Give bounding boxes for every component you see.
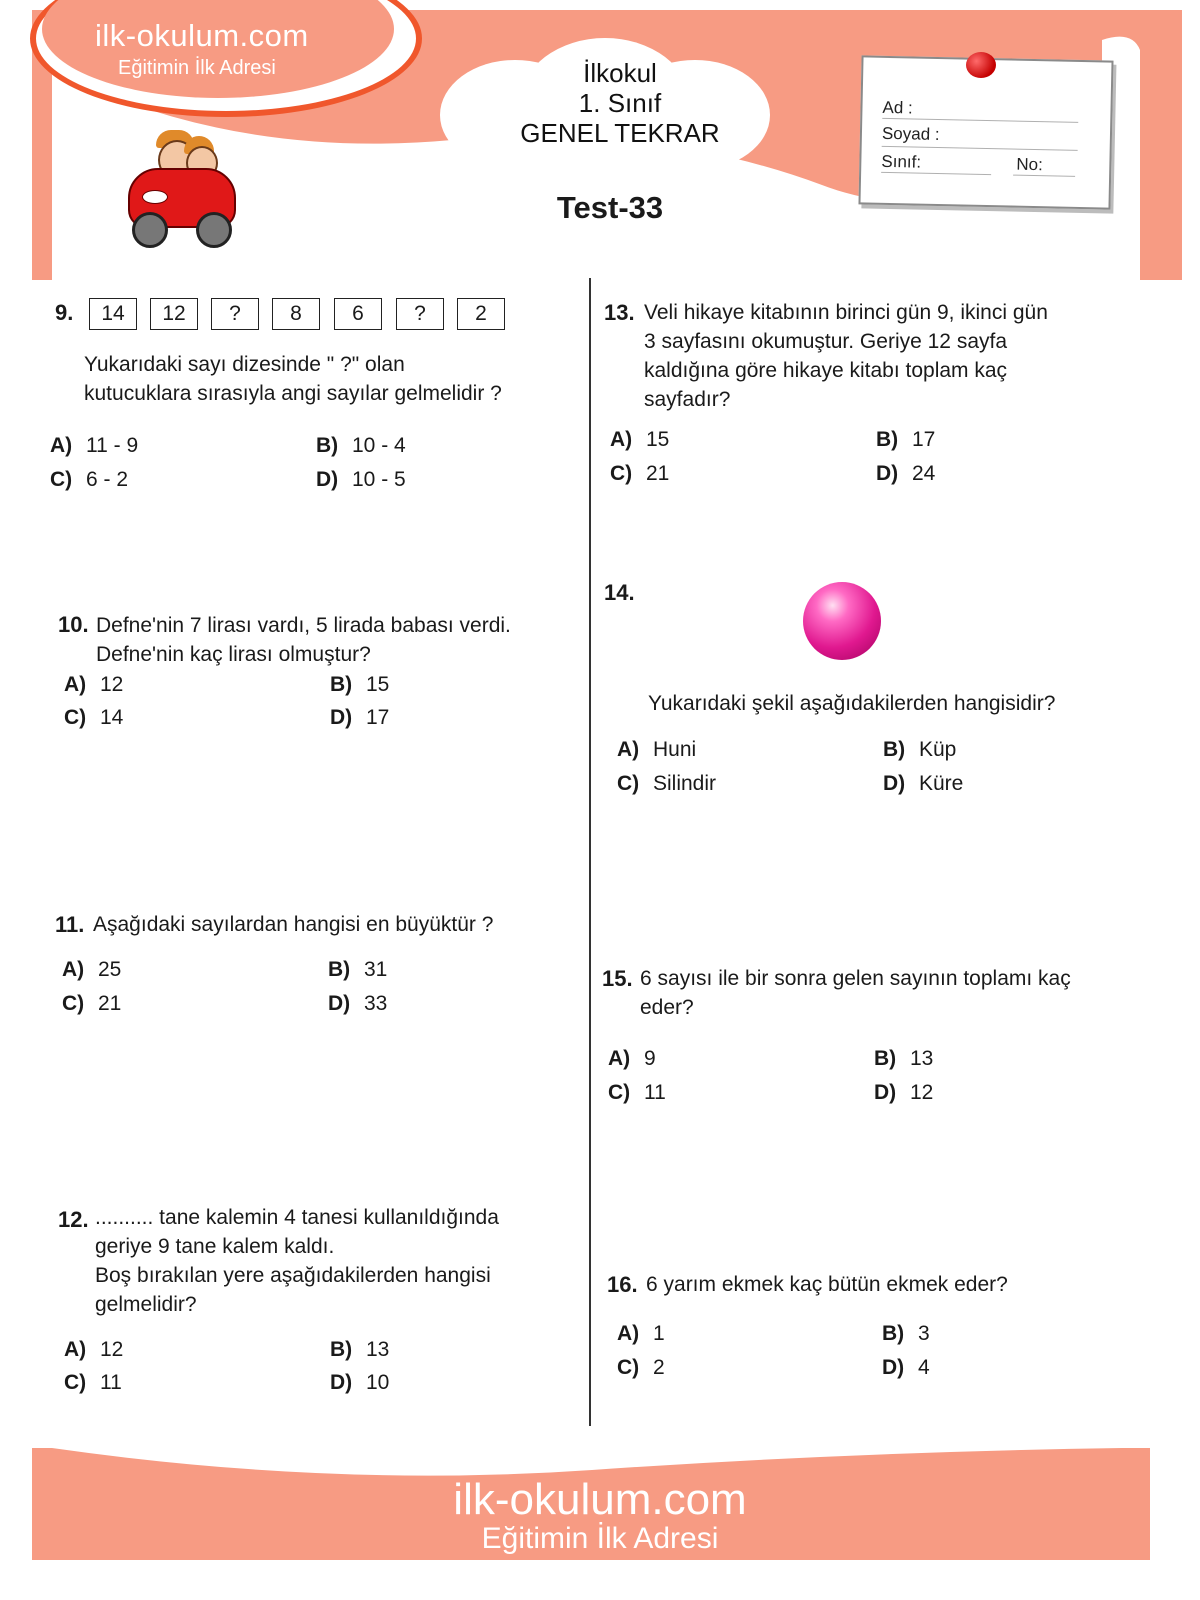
- option-d[interactable]: D) Küre: [883, 772, 964, 795]
- question-text: .......... tane kalemin 4 tanesi kullanıldığında: [95, 1206, 499, 1229]
- footer-site-name[interactable]: ilk-okulum.com: [453, 1475, 747, 1524]
- question-text: 6 sayısı ile bir sonra gelen sayının toplamı kaç: [640, 967, 1071, 990]
- option-c[interactable]: C) 21: [62, 992, 122, 1015]
- option-a[interactable]: A) 12: [64, 1338, 124, 1361]
- question-text: kutucuklara sırasıyla angi sayılar gelmelidir ?: [84, 382, 502, 405]
- option-c[interactable]: C) 21: [610, 462, 670, 485]
- option-b[interactable]: B) 10 - 4: [316, 434, 406, 457]
- option-a[interactable]: A) 25: [62, 958, 122, 981]
- question-text: geriye 9 tane kalem kaldı.: [95, 1235, 335, 1258]
- option-c[interactable]: C) 14: [64, 706, 124, 729]
- option-b[interactable]: B) 13: [330, 1338, 390, 1361]
- option-c[interactable]: C) Silindir: [617, 772, 717, 795]
- school-level: İlkokul: [583, 58, 657, 88]
- option-c[interactable]: C) 11: [64, 1371, 122, 1394]
- name-label: Ad :: [882, 97, 913, 118]
- question-text: Defne'nin 7 lirası vardı, 5 lirada babası verdi.: [96, 614, 511, 637]
- sequence-box: ?: [211, 298, 259, 330]
- logo-title[interactable]: ilk-okulum.com: [95, 18, 309, 53]
- option-d[interactable]: D) 12: [874, 1081, 934, 1104]
- option-b[interactable]: B) Küp: [883, 738, 957, 761]
- class-label: Sınıf:: [881, 151, 922, 172]
- pushpin-icon: [966, 52, 996, 78]
- option-b[interactable]: B) 13: [874, 1047, 934, 1070]
- option-a[interactable]: A) 9: [608, 1047, 656, 1070]
- option-c[interactable]: C) 2: [617, 1356, 665, 1379]
- question-number: 15.: [602, 966, 633, 991]
- sphere-shape: [803, 582, 881, 660]
- footer-slogan: Eğitimin İlk Adresi: [481, 1522, 719, 1555]
- option-b[interactable]: B) 17: [876, 428, 936, 451]
- sequence-box: 14: [89, 298, 137, 330]
- test-title: Test-33: [556, 190, 664, 225]
- question-number: 9.: [55, 300, 74, 325]
- question-text: Defne'nin kaç lirası olmuştur?: [96, 643, 371, 666]
- column-divider: [589, 278, 591, 1426]
- surname-label: Soyad :: [881, 123, 940, 145]
- question-text: 6 yarım ekmek kaç bütün ekmek eder?: [646, 1273, 1008, 1296]
- option-a[interactable]: A) Huni: [617, 738, 697, 761]
- question-number: 16.: [607, 1272, 638, 1297]
- option-d[interactable]: D) 33: [328, 992, 388, 1015]
- grade-label: 1. Sınıf: [578, 88, 662, 118]
- question-number: 13.: [604, 300, 635, 325]
- sequence-box: 8: [272, 298, 320, 330]
- car-illustration: [128, 130, 238, 250]
- option-d[interactable]: D) 10 - 5: [316, 468, 406, 491]
- sequence-box: 6: [334, 298, 382, 330]
- option-c[interactable]: C) 6 - 2: [50, 468, 129, 491]
- option-b[interactable]: B) 15: [330, 673, 390, 696]
- question-text: sayfadır?: [644, 388, 731, 411]
- thought-puff: [260, 195, 284, 213]
- question-text: Aşağıdaki sayılardan hangisi en büyüktür ?: [93, 913, 494, 936]
- logo-subtitle: Eğitimin İlk Adresi: [118, 57, 276, 79]
- question-text: eder?: [640, 996, 694, 1019]
- option-d[interactable]: D) 24: [876, 462, 936, 485]
- question-number: 10.: [58, 612, 89, 637]
- option-c[interactable]: C) 11: [608, 1081, 666, 1104]
- question-number: 11.: [55, 912, 85, 937]
- question-number: 14.: [604, 580, 635, 605]
- question-text: Yukarıdaki sayı dizesinde " ?" olan: [84, 353, 405, 376]
- question-text: 3 sayfasını okumuştur. Geriye 12 sayfa: [644, 330, 1008, 353]
- thought-puff: [330, 165, 372, 193]
- number-label: No:: [1016, 154, 1044, 175]
- question-text: gelmelidir?: [95, 1293, 197, 1316]
- option-b[interactable]: B) 31: [328, 958, 388, 981]
- sequence-box: 12: [150, 298, 198, 330]
- option-d[interactable]: D) 4: [882, 1356, 930, 1379]
- thought-puff: [290, 182, 320, 204]
- option-d[interactable]: D) 17: [330, 706, 390, 729]
- topic-label: GENEL TEKRAR: [520, 118, 720, 148]
- sequence-box: 2: [457, 298, 505, 330]
- question-text: kaldığına göre hikaye kitabı toplam kaç: [644, 359, 1008, 382]
- thought-puff: [236, 205, 254, 219]
- option-b[interactable]: B) 3: [882, 1322, 930, 1345]
- question-text: Yukarıdaki şekil aşağıdakilerden hangisidir?: [648, 692, 1056, 715]
- question-text: Boş bırakılan yere aşağıdakilerden hangisi: [95, 1264, 491, 1287]
- question-text: Veli hikaye kitabının birinci gün 9, ikinci gün: [644, 301, 1048, 324]
- option-d[interactable]: D) 10: [330, 1371, 390, 1394]
- option-a[interactable]: A) 12: [64, 673, 124, 696]
- option-a[interactable]: A) 11 - 9: [50, 434, 139, 457]
- question-number: 12.: [58, 1207, 89, 1232]
- sequence-box: ?: [396, 298, 444, 330]
- option-a[interactable]: A) 15: [610, 428, 670, 451]
- option-a[interactable]: A) 1: [617, 1322, 665, 1345]
- student-info-card: [858, 55, 1113, 209]
